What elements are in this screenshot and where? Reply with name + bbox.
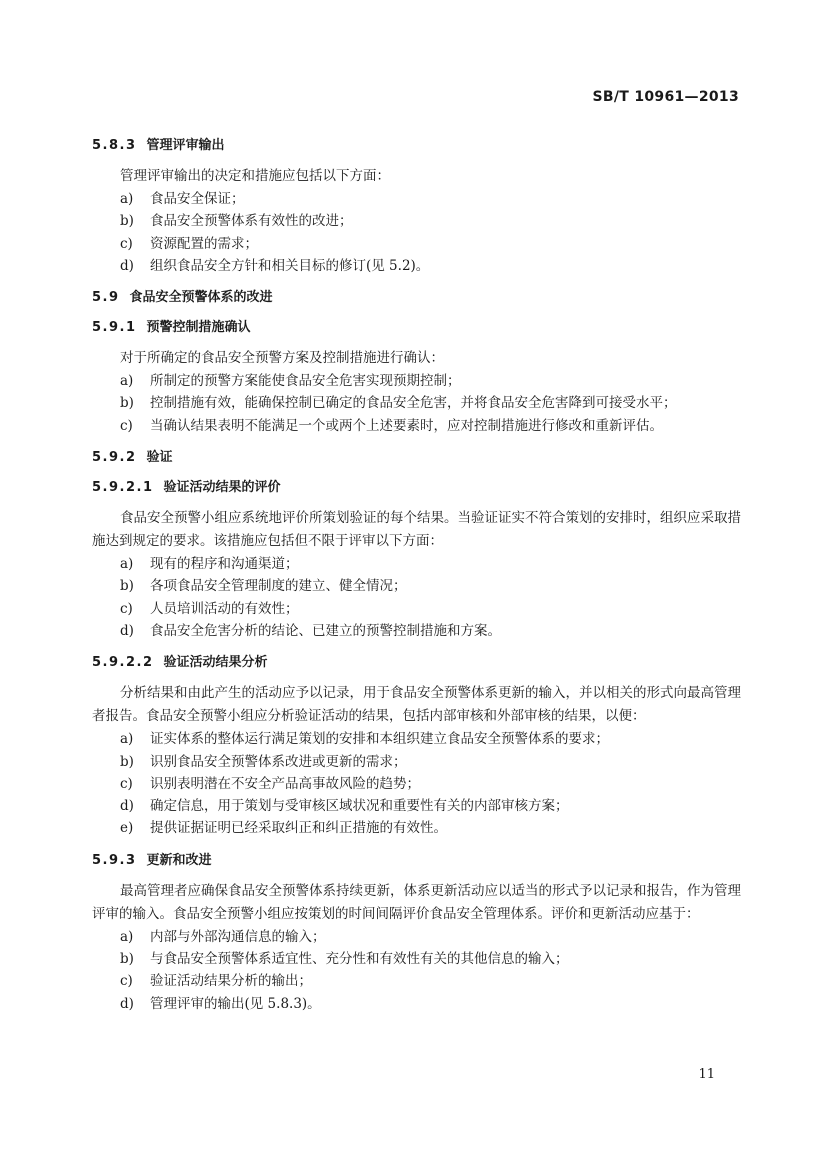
section-number: 5.9.2 (92, 450, 137, 466)
section-number: 5.9 (92, 290, 120, 306)
list-item-text: 人员培训活动的有效性； (150, 600, 299, 617)
paragraph: 管理评审输出的决定和措施应包括以下方面： (120, 168, 390, 184)
list-item (92, 751, 744, 773)
list-item-text: 确定信息，用于策划与受审核区域状况和重要性有关的内部审核方案； (150, 798, 569, 815)
list-marker: d) (120, 257, 134, 274)
section-title: 验证活动结果分析 (163, 655, 268, 671)
paragraph: 对于所确定的食品安全预警方案及控制措施进行确认： (120, 350, 444, 367)
list-item-text: 与食品安全预警体系适宜性、充分性和有效性有关的其他信息的输入； (150, 951, 569, 968)
section-title: 食品安全预警体系的改进 (129, 290, 273, 306)
standard-code: SB/T 10961—2013 (592, 89, 739, 105)
list-marker: b) (120, 753, 134, 770)
list-marker: c) (120, 417, 133, 434)
list-item (92, 553, 744, 575)
heading-5-9-3 (92, 850, 744, 872)
list-item (92, 620, 744, 642)
list-marker: c) (120, 973, 133, 990)
list-marker: a) (120, 731, 134, 748)
list-item-text: 各项食品安全管理制度的建立、健全情况； (150, 578, 407, 595)
list-item-text: 管理评审的输出(见 5.8.3)。 (150, 995, 321, 1012)
section-number: 5.9.2.2 (92, 655, 154, 671)
list-item (92, 255, 744, 277)
list-item (92, 392, 744, 414)
list-marker: a) (120, 373, 134, 390)
list-item-text: 食品安全预警体系有效性的改进； (150, 213, 353, 230)
list-item (92, 926, 744, 948)
list-item (92, 970, 744, 992)
list-item-text: 验证活动结果分析的输出； (150, 973, 312, 990)
list-item (92, 370, 744, 392)
list-item-text: 资源配置的需求； (150, 235, 258, 252)
list-item (92, 188, 744, 210)
list-item (92, 795, 744, 817)
list-marker: d) (120, 798, 134, 815)
paragraph: 最高管理者应确保食品安全预警体系持续更新，体系更新活动应以适当的形式予以记录和报告，作为管理评审的输入。食品安全预警小组应按策划的时间间隔评价食品安全管理体系。评价和更新活动应基于： (92, 882, 741, 922)
list-item-text: 现有的程序和沟通渠道； (150, 556, 299, 573)
section-number: 5.9.3 (92, 852, 137, 868)
list-item-text: 食品安全危害分析的结论、已建立的预警控制措施和方案。 (150, 622, 501, 639)
section-title: 管理评审输出 (146, 138, 225, 153)
list-marker: c) (120, 600, 133, 617)
section-title: 验证活动结果的评价 (163, 480, 281, 496)
list-marker: b) (120, 395, 134, 412)
section-title: 预警控制措施确认 (146, 320, 251, 336)
list-item (92, 575, 744, 597)
heading-5-9-2 (92, 447, 744, 469)
section-title: 更新和改进 (146, 852, 212, 868)
list-item (92, 993, 744, 1015)
list-marker: d) (120, 622, 134, 639)
list-item (92, 598, 744, 620)
list-item (92, 210, 744, 232)
list-item-text: 识别表明潜在不安全产品高事故风险的趋势； (150, 775, 420, 792)
list-item-text: 提供证据证明已经采取纠正和纠正措施的有效性。 (150, 820, 447, 837)
list-marker: b) (120, 578, 134, 595)
section-title: 验证 (146, 450, 173, 466)
list-item-text: 内部与外部沟通信息的输入； (150, 928, 326, 945)
list-item-text: 识别食品安全预警体系改进或更新的需求； (150, 753, 407, 770)
heading-5-9-1 (92, 317, 744, 339)
list-marker: c) (120, 775, 133, 792)
paragraph: 食品安全预警小组应系统地评价所策划验证的每个结果。当验证证实不符合策划的安排时，组织应采取措施达到规定的要求。该措施应包括但不限于评审以下方面： (92, 510, 741, 550)
list-item-text: 控制措施有效，能确保控制已确定的食品安全危害，并将食品安全危害降到可接受水平； (150, 395, 677, 412)
list-item (92, 728, 744, 750)
list-marker: a) (120, 556, 134, 573)
list-item (92, 773, 744, 795)
list-item (92, 233, 744, 255)
list-marker: e) (120, 820, 134, 837)
list-marker: c) (120, 235, 133, 252)
list-marker: b) (120, 213, 134, 230)
section-number: 5.9.2.1 (92, 480, 154, 496)
section-number: 5.9.1 (92, 320, 137, 336)
heading-5-9-2-2 (92, 652, 744, 674)
list-item-text: 当确认结果表明不能满足一个或两个上述要素时，应对控制措施进行修改和重新评估。 (150, 417, 663, 434)
list-item (92, 415, 744, 437)
page-content (92, 135, 744, 1015)
section-number: 5.8.3 (92, 138, 137, 153)
heading-5-8-3 (92, 135, 744, 157)
list-item (92, 817, 744, 839)
list-item-text: 食品安全保证； (150, 191, 245, 207)
page-number: 11 (698, 1067, 715, 1082)
list-item (92, 948, 744, 970)
heading-5-9 (92, 287, 744, 309)
list-marker: b) (120, 951, 134, 968)
list-marker: d) (120, 995, 134, 1012)
list-item-text: 所制定的预警方案能使食品安全危害实现预期控制； (150, 373, 461, 390)
list-marker: a) (120, 191, 134, 207)
list-item-text: 组织食品安全方针和相关目标的修订(见 5.2)。 (150, 257, 430, 274)
list-marker: a) (120, 928, 134, 945)
paragraph: 分析结果和由此产生的活动应予以记录，用于食品安全预警体系更新的输入，并以相关的形式向最高管理者报告。食品安全预警小组应分析验证活动的结果，包括内部审核和外部审核的结果，以便： (92, 685, 741, 725)
list-item-text: 证实体系的整体运行满足策划的安排和本组织建立食品安全预警体系的要求； (150, 731, 609, 748)
heading-5-9-2-1 (92, 477, 744, 499)
